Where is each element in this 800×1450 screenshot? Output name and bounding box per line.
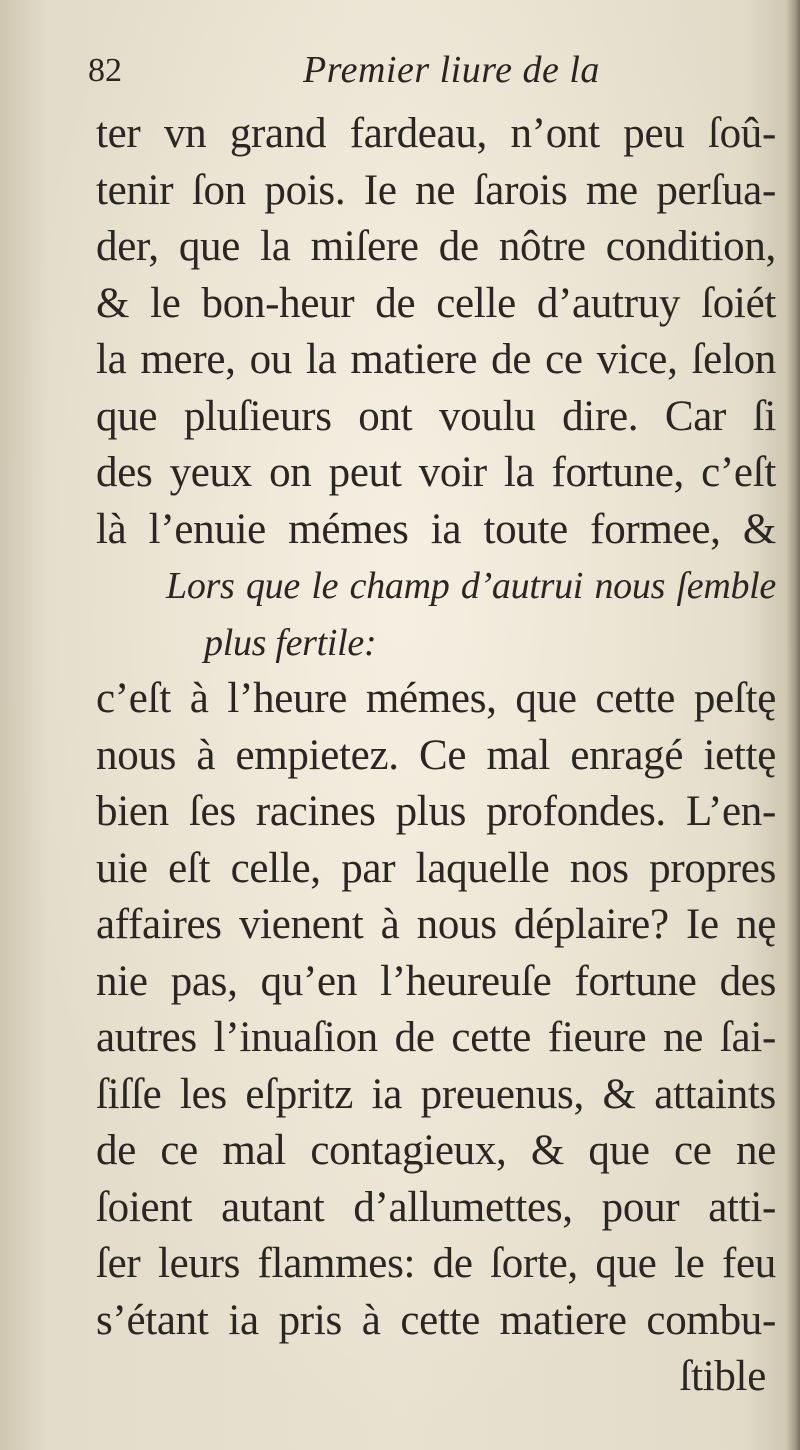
text-line: tenir ſon pois. Ie ne ſarois me perſua- bbox=[96, 166, 776, 214]
text-line: ſer leurs flammes: de ſorte, que le feu bbox=[96, 1240, 776, 1287]
text-line: de ce mal contagieux, & que ce ne bbox=[96, 1127, 776, 1174]
text-line: affaires vienent à nous déplaire? Ie nę bbox=[96, 901, 776, 948]
text-line: uie eſt celle, par laquelle nos propres bbox=[96, 844, 776, 892]
text-line: ter vn grand fardeau, n’ont peu ſoû- bbox=[96, 110, 776, 157]
text-line: & le bon-heur de celle d’autruy ſoiét bbox=[96, 279, 776, 327]
text-line: autres l’inuaſion de cette fieure ne ſai- bbox=[96, 1014, 776, 1061]
text-line: des yeux on peut voir la fortune, c’eſt bbox=[96, 449, 776, 496]
quoted-verse-line: plus fertile: bbox=[204, 621, 377, 664]
text-line: bien ſes racines plus profondes. L’en- bbox=[96, 788, 776, 835]
running-head bbox=[88, 49, 768, 104]
quoted-verse-line: Lors que le champ d’autrui nous ſemble bbox=[166, 565, 776, 607]
text-line: s’étant ia pris à cette matiere combu- bbox=[96, 1296, 776, 1344]
text-line: der, que la miſere de nôtre condition, bbox=[96, 223, 776, 270]
text-line: c’eſt à l’heure mémes, que cette peſtę bbox=[96, 675, 776, 722]
page-edge-shadow bbox=[786, 0, 800, 1450]
text-line: la mere, ou la matiere de ce vice, ſelon bbox=[96, 336, 776, 383]
text-line: ſiſſe les eſpritz ia preuenus, & attaints bbox=[96, 1070, 776, 1118]
text-line: ſoient autant d’allumettes, pour atti- bbox=[96, 1183, 776, 1231]
text-line: que pluſieurs ont voulu dire. Car ſi bbox=[96, 392, 776, 440]
text-line: là l’enuie mémes ia toute formee, & bbox=[96, 505, 776, 553]
body-text bbox=[96, 106, 776, 1406]
catchword: ſtible bbox=[679, 1353, 766, 1400]
text-line: nie pas, qu’en l’heureuſe fortune des bbox=[96, 957, 776, 1005]
page-number: 82 bbox=[88, 52, 122, 89]
text-line: nous à empietez. Ce mal enragé iettę bbox=[96, 731, 776, 779]
running-title: Premier liure de la bbox=[303, 49, 600, 91]
